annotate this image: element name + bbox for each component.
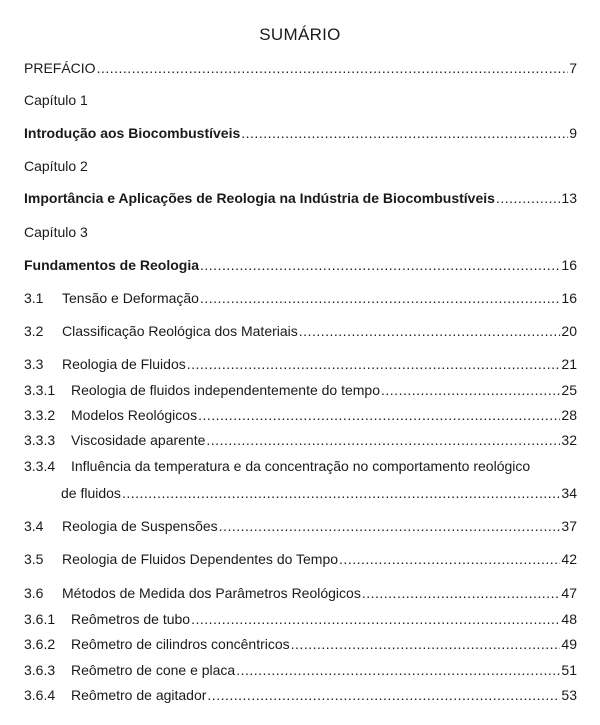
entry-page: 49 (561, 636, 577, 652)
section-number: 3.5 (24, 551, 44, 567)
section-number: 3.6.4 (24, 687, 56, 703)
section-number: 3.3.1 (24, 382, 56, 398)
toc-entry-section[interactable] (24, 457, 577, 475)
leader-dots (291, 635, 561, 653)
toc-entry-chapter-2[interactable] (24, 189, 577, 207)
entry-page: 51 (561, 662, 577, 678)
entry-label: Reologia de Fluidos (62, 356, 186, 372)
entry-label: Reômetro de cone e placa (71, 662, 236, 678)
entry-label: Influência da temperatura e da concentração no comportamento reológico (71, 458, 531, 474)
entry-label: Reômetros de tubo (71, 611, 191, 627)
leader-dots (200, 289, 560, 307)
section-number: 3.2 (24, 323, 44, 339)
entry-page: 34 (561, 485, 577, 501)
toc-entry-section[interactable] (24, 610, 577, 628)
leader-dots (187, 355, 561, 373)
toc-entry-section[interactable] (24, 381, 577, 399)
section-number: 3.1 (24, 290, 44, 306)
toc-entry-prefacio[interactable] (24, 59, 577, 77)
entry-label: Métodos de Medida dos Parâmetros Reológicos (62, 585, 361, 601)
toc-entry-section[interactable] (24, 431, 577, 449)
toc-entry-section[interactable] (24, 289, 577, 307)
entry-page: 47 (561, 585, 577, 601)
leader-dots (206, 431, 560, 449)
toc-title: SUMÁRIO (259, 25, 341, 44)
leader-dots (381, 381, 560, 399)
entry-page: 48 (561, 611, 577, 627)
leader-dots (200, 256, 560, 274)
leader-dots (97, 59, 569, 77)
entry-label: Reologia de Fluidos Dependentes do Tempo (62, 551, 339, 567)
section-number: 3.3.2 (24, 407, 56, 423)
leader-dots (191, 610, 560, 628)
leader-dots (241, 124, 568, 142)
section-number: 3.6.3 (24, 662, 56, 678)
leader-dots (496, 189, 560, 207)
leader-dots (236, 661, 560, 679)
entry-page: 21 (561, 356, 577, 372)
toc-entry-section[interactable] (24, 355, 577, 373)
leader-dots (207, 686, 560, 704)
entry-label: Reologia de fluidos independentemente do tempo (71, 382, 381, 398)
section-number: 3.3 (24, 356, 44, 372)
entry-label: Importância e Aplicações de Reologia na Indústria de Biocombustíveis (24, 190, 495, 206)
entry-page: 37 (561, 518, 577, 534)
entry-page: 20 (561, 323, 577, 339)
entry-label: Viscosidade aparente (71, 432, 206, 448)
entry-label: Reologia de Suspensões (62, 518, 218, 534)
toc-entry-section[interactable] (24, 635, 577, 653)
toc-entry-section[interactable] (24, 322, 577, 340)
entry-label: PREFÁCIO (24, 60, 96, 76)
entry-label: Fundamentos de Reologia (24, 257, 200, 273)
toc-entry-section[interactable] (24, 584, 577, 602)
entry-page: 28 (561, 407, 577, 423)
entry-label: Reômetro de cilindros concêntricos (71, 636, 290, 652)
entry-label: Modelos Reológicos (71, 407, 198, 423)
section-number: 3.4 (24, 518, 44, 534)
entry-page: 16 (561, 257, 577, 273)
section-number: 3.3.4 (24, 458, 56, 474)
leader-dots (362, 584, 561, 602)
leader-dots (219, 517, 561, 535)
chapter-heading: Capítulo 2 (24, 158, 88, 174)
toc-entry-section-continuation[interactable] (61, 484, 577, 502)
entry-label: Introdução aos Biocombustíveis (24, 125, 241, 141)
chapter-heading: Capítulo 1 (24, 92, 88, 108)
toc-entry-section[interactable] (24, 517, 577, 535)
entry-page: 53 (561, 687, 577, 703)
toc-entry-section[interactable] (24, 406, 577, 424)
toc-entry-chapter-3[interactable] (24, 256, 577, 274)
entry-label: Tensão e Deformação (62, 290, 199, 306)
section-number: 3.6 (24, 585, 44, 601)
entry-page: 42 (561, 551, 577, 567)
section-number: 3.6.1 (24, 611, 56, 627)
toc-entry-section[interactable] (24, 550, 577, 568)
entry-label: Reômetro de agitador (71, 687, 207, 703)
entry-page: 16 (561, 290, 577, 306)
entry-page: 13 (561, 190, 577, 206)
leader-dots (198, 406, 560, 424)
toc-entry-section[interactable] (24, 686, 577, 704)
leader-dots (339, 550, 560, 568)
section-number: 3.6.2 (24, 636, 56, 652)
entry-page: 9 (569, 125, 577, 141)
toc-entry-chapter-1[interactable] (24, 124, 577, 142)
chapter-heading: Capítulo 3 (24, 224, 88, 240)
entry-label: Classificação Reológica dos Materiais (62, 323, 298, 339)
entry-page: 7 (569, 60, 577, 76)
entry-page: 25 (561, 382, 577, 398)
leader-dots (299, 322, 561, 340)
section-number: 3.3.3 (24, 432, 56, 448)
leader-dots (122, 484, 560, 502)
entry-label: de fluidos (61, 485, 121, 501)
toc-entry-section[interactable] (24, 661, 577, 679)
entry-page: 32 (561, 432, 577, 448)
